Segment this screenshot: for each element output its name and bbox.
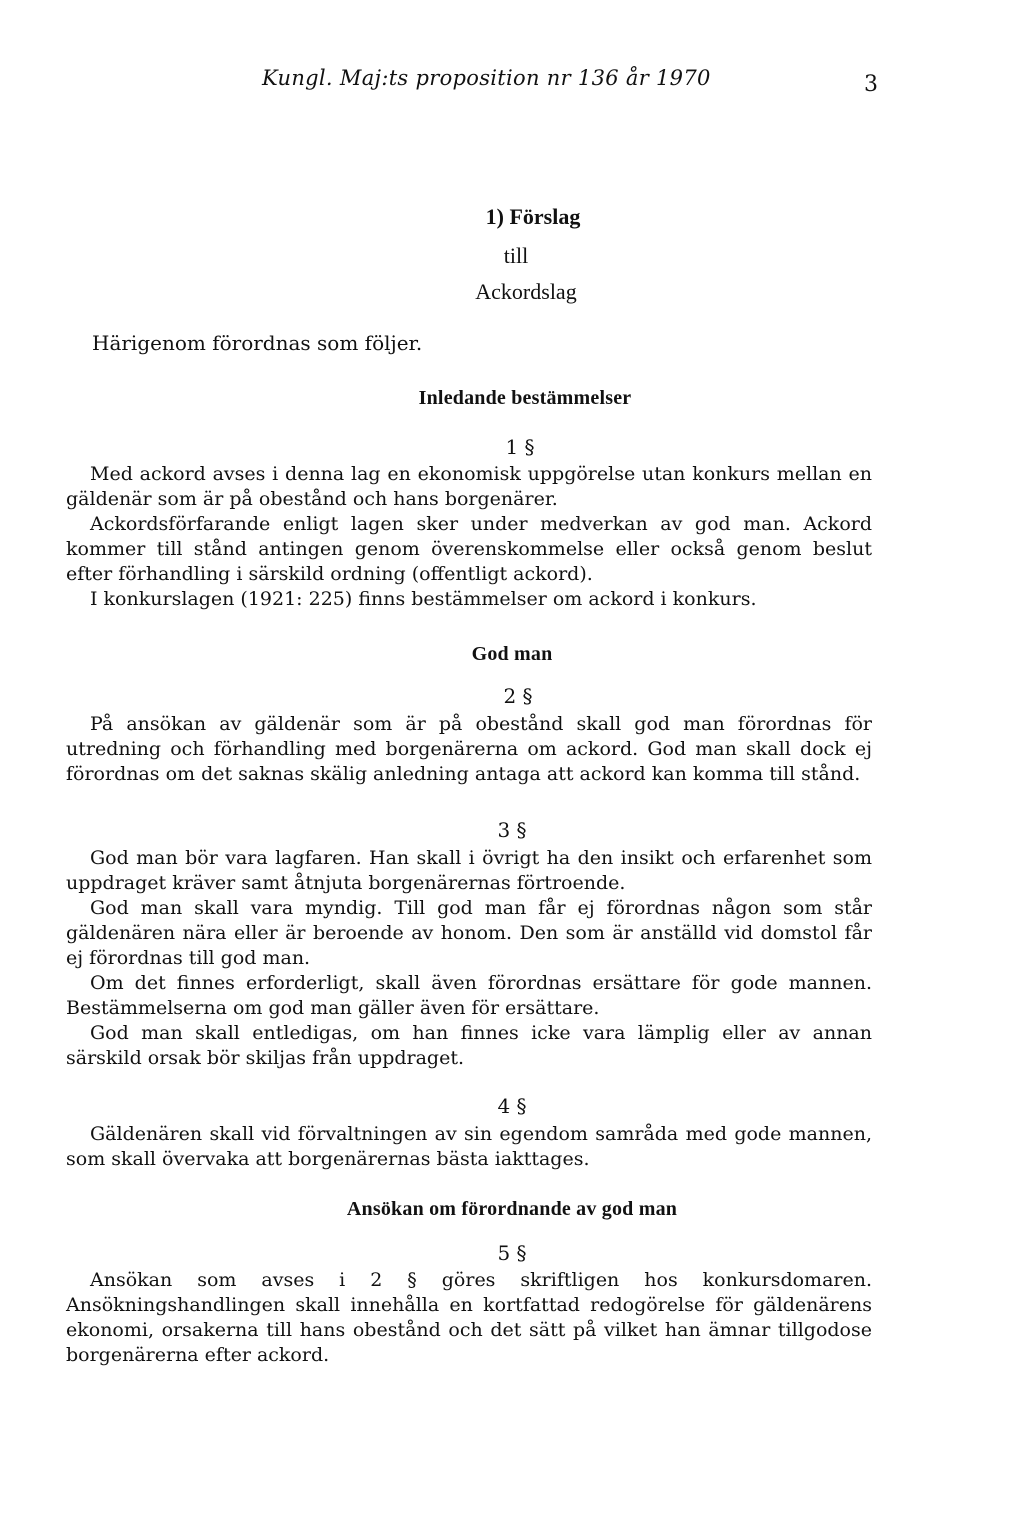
paragraph-mark-5: 5 § — [497, 1241, 527, 1265]
paragraph-1-text-1: Med ackord avses i denna lag en ekonomisk uppgörelse utan konkurs mellan en gäldenär som är på obestånd och hans borgenärer. — [66, 463, 872, 510]
paragraph-4-body — [66, 1122, 872, 1172]
paragraph-3-text-2: God man skall vara myndig. Till god man får ej förordnas någon som står gäldenären nära eller är beroende av honom. Den som är anställd vid domstol får ej förordnas till god man. — [66, 897, 872, 969]
paragraph-5-text-1: Ansökan som avses i 2 § göres skriftligen hos konkursdomaren. Ansökningshandlingen skall innehålla en kortfattad redogörelse för gäldenärens ekonomi, orsakerna till hans obestånd och det sätt på vilket han ämnar tillgodose borgenärerna efter ackord. — [66, 1269, 872, 1366]
section-heading-ansokan: Ansökan om förordnande av god man — [346, 1198, 678, 1220]
paragraph-1-text-2: Ackordsförfarande enligt lagen sker under medverkan av god man. Ackord kommer till stånd antingen genom överenskommelse eller också genom beslut efter förhandling i särskild ordning (offentligt ackord). — [66, 513, 872, 585]
paragraph-mark-4: 4 § — [497, 1094, 527, 1118]
paragraph-3-body — [66, 846, 872, 1071]
bill-title-name: Ackordslag — [475, 279, 577, 304]
bill-title: 1) Förslag — [485, 204, 581, 229]
page-number: 3 — [864, 72, 878, 97]
running-title: Kungl. Maj:ts proposition nr 136 år 1970 — [262, 66, 711, 90]
section-heading-inledande: Inledande bestämmelser — [418, 387, 632, 409]
paragraph-1-body — [66, 462, 872, 612]
paragraph-4-text-1: Gäldenären skall vid förvaltningen av sin egendom samråda med gode mannen, som skall övervaka att borgenärernas bästa iakttages. — [66, 1123, 872, 1170]
paragraph-mark-1: 1 § — [505, 435, 535, 459]
paragraph-mark-2: 2 § — [503, 684, 533, 708]
paragraph-mark-3: 3 § — [497, 818, 527, 842]
paragraph-1-text-3: I konkurslagen (1921: 225) finns bestämmelser om ackord i konkurs. — [90, 588, 757, 610]
paragraph-2-body — [66, 712, 872, 787]
bill-title-till: till — [503, 243, 529, 268]
paragraph-3-text-3: Om det finnes erforderligt, skall även förordnas ersättare för gode mannen. Bestämmelserna om god man gäller även för ersättare. — [66, 972, 872, 1019]
paragraph-3-text-4: God man skall entledigas, om han finnes icke vara lämplig eller av annan särskild orsak bör skiljas från uppdraget. — [66, 1022, 872, 1069]
paragraph-3-text-1: God man bör vara lagfaren. Han skall i övrigt ha den insikt och erfarenhet som uppdraget kräver samt åtnjuta borgenärernas förtroende. — [66, 847, 872, 894]
section-heading-god-man: God man — [471, 643, 553, 665]
paragraph-5-body — [66, 1268, 872, 1368]
page-header — [0, 66, 1024, 106]
paragraph-2-text-1: På ansökan av gäldenär som är på obestånd skall god man förordnas för utredning och förhandling med borgenärerna om ackord. God man skall dock ej förordnas om det saknas skälig anledning antaga att ackord kan komma till stånd. — [66, 713, 872, 785]
preamble: Härigenom förordnas som följer. — [92, 331, 423, 355]
